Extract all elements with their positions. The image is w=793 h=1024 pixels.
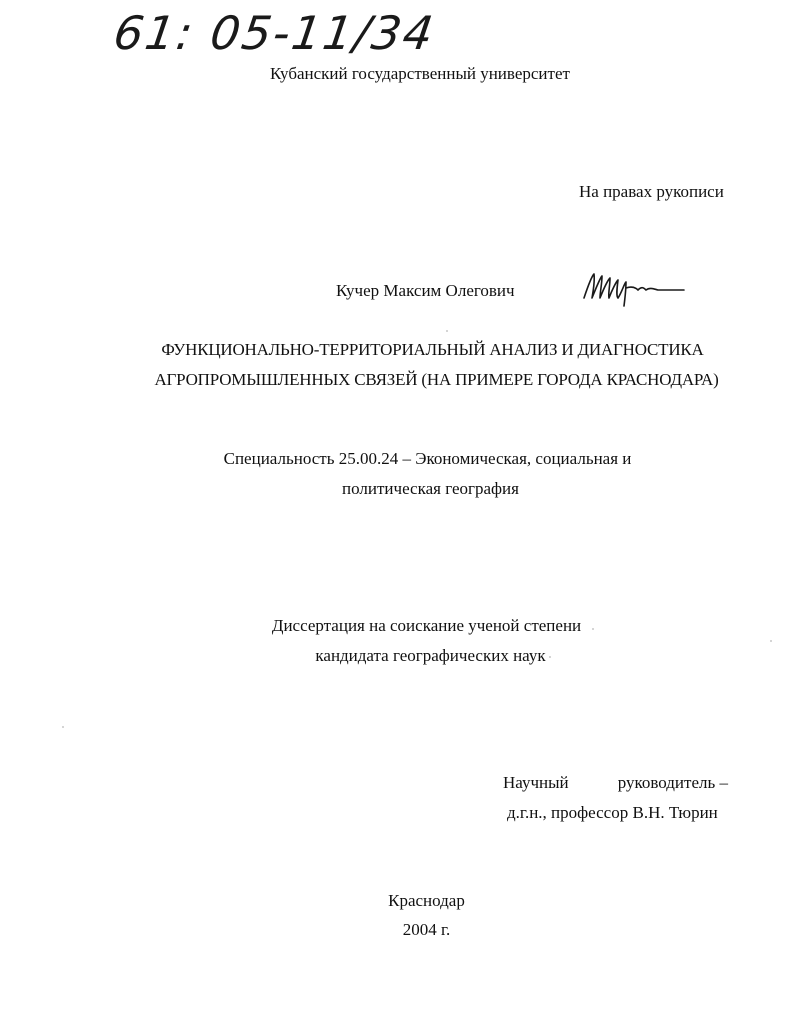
year: 2004 г. (402, 920, 451, 939)
scan-speck (592, 628, 594, 630)
scan-speck (62, 726, 64, 728)
author-name: Кучер Максим Олегович (336, 281, 515, 300)
specialty-line-1: Специальность 25.00.24 – Экономическая, социальная и (223, 449, 632, 468)
supervisor-name: д.г.н., профессор В.Н. Тюрин (507, 803, 718, 822)
university-name: Кубанский государственный университет (270, 64, 570, 83)
supervisor-label (503, 773, 728, 793)
scan-speck (446, 330, 448, 332)
city: Краснодар (388, 891, 465, 910)
supervisor-label-word-1: Научный (503, 773, 569, 792)
thesis-title-line-2: АГРОПРОМЫШЛЕННЫХ СВЯЗЕЙ (НА ПРИМЕРЕ ГОРОДА КРАСНОДАРА) (154, 370, 719, 389)
dissertation-line-2: кандидата географических наук (315, 646, 546, 665)
dissertation-line-1: Диссертация на соискание ученой степени (271, 616, 582, 635)
signature-icon (580, 268, 690, 308)
specialty-line-2: политическая география (342, 479, 519, 498)
rights-notice: На правах рукописи (579, 182, 724, 201)
archive-code-handwritten: 61: 05-11/34 (110, 6, 439, 60)
scan-speck (549, 656, 551, 658)
thesis-title-line-1: ФУНКЦИОНАЛЬНО-ТЕРРИТОРИАЛЬНЫЙ АНАЛИЗ И ДИАГНОСТИКА (161, 340, 704, 359)
scan-speck (770, 640, 772, 642)
supervisor-label-word-2: руководитель – (617, 773, 728, 792)
